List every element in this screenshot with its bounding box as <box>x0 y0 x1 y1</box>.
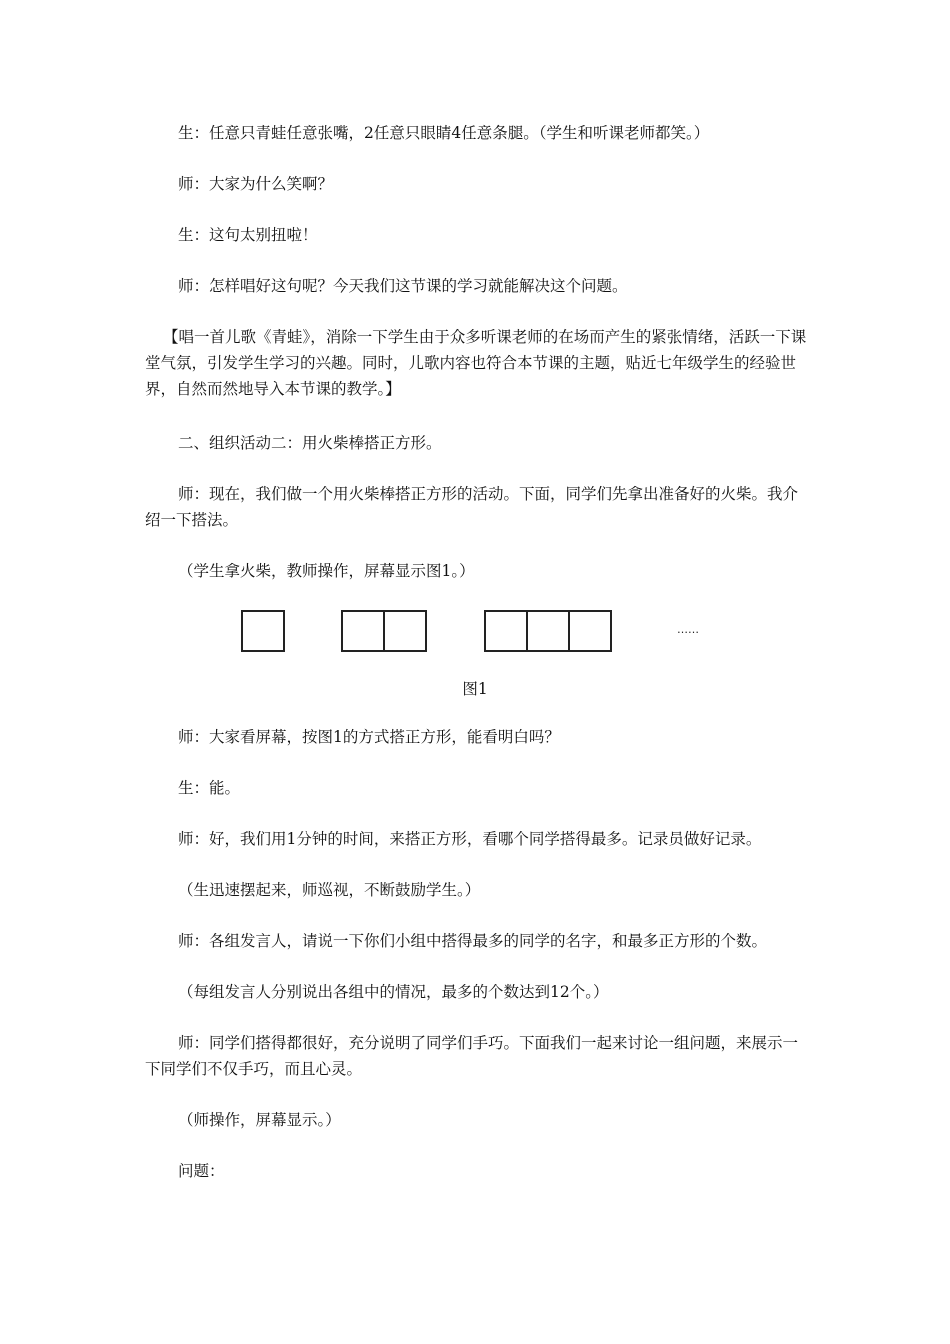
square-group-3 <box>485 611 611 651</box>
section-heading-activity-two: 二、组织活动二：用火柴棒搭正方形。 <box>178 434 442 452</box>
square <box>384 611 426 651</box>
paragraph-teacher-discuss: 师：同学们搭得都很好，充分说明了同学们手巧。下面我们一起来讨论一组问题，来展示一下同学们不仅手巧，而且心灵。 <box>145 1034 799 1078</box>
square-group-2 <box>342 611 426 651</box>
paragraph-design-note: 【唱一首儿歌《青蛙》，消除一下学生由于众多听课老师的在场而产生的紧张情绪，活跃一下课堂气氛，引发学生学习的兴趣。同时，儿歌内容也符合本节课的主题，贴近七年级学生的经验世界，自然而然地导入本节课的教学。】 <box>145 328 807 398</box>
paragraph-teacher-look-screen: 师：大家看屏幕，按图1的方式搭正方形，能看明白吗？ <box>178 728 560 746</box>
square <box>342 611 384 651</box>
paragraph-student-awkward: 生：这句太别扭啦！ <box>178 226 318 244</box>
figure-caption: 图1 <box>462 680 488 698</box>
paragraph-teacher-why-laugh: 师：大家为什么笑啊？ <box>178 175 334 193</box>
paragraph-speakers-report: （每组发言人分别说出各组中的情况，最多的个数达到12个。） <box>178 983 609 1001</box>
paragraph-teacher-ask-speakers: 师：各组发言人，请说一下你们小组中搭得最多的同学的名字，和最多正方形的个数。 <box>178 932 768 950</box>
paragraph-teacher-how-sing: 师：怎样唱好这句呢？今天我们这节课的学习就能解决这个问题。 <box>178 277 628 295</box>
paragraph-teacher-one-minute: 师：好，我们用1分钟的时间，来搭正方形，看哪个同学搭得最多。记录员做好记录。 <box>178 830 762 848</box>
square <box>242 611 284 651</box>
paragraph-teacher-operate: （师操作，屏幕显示。） <box>178 1111 341 1129</box>
square <box>569 611 611 651</box>
paragraph-student-yes: 生：能。 <box>178 779 241 797</box>
paragraph-teacher-intro-activity: 师：现在，我们做一个用火柴棒搭正方形的活动。下面，同学们先拿出准备好的火柴。我介绍一下搭法。 <box>145 485 799 529</box>
figure-ellipsis: …… <box>677 623 699 636</box>
square-group-1 <box>242 611 284 651</box>
paragraph-students-build: （生迅速摆起来，师巡视，不断鼓励学生。） <box>178 881 481 899</box>
paragraph-screen-shows-figure: （学生拿火柴，教师操作，屏幕显示图1。） <box>178 562 475 580</box>
matchstick-squares-figure <box>240 607 720 657</box>
square <box>485 611 527 651</box>
paragraph-question-label: 问题： <box>178 1162 225 1180</box>
paragraph-student-song: 生：任意只青蛙任意张嘴，2任意只眼睛4任意条腿。（学生和听课老师都笑。） <box>178 124 710 142</box>
square <box>527 611 569 651</box>
